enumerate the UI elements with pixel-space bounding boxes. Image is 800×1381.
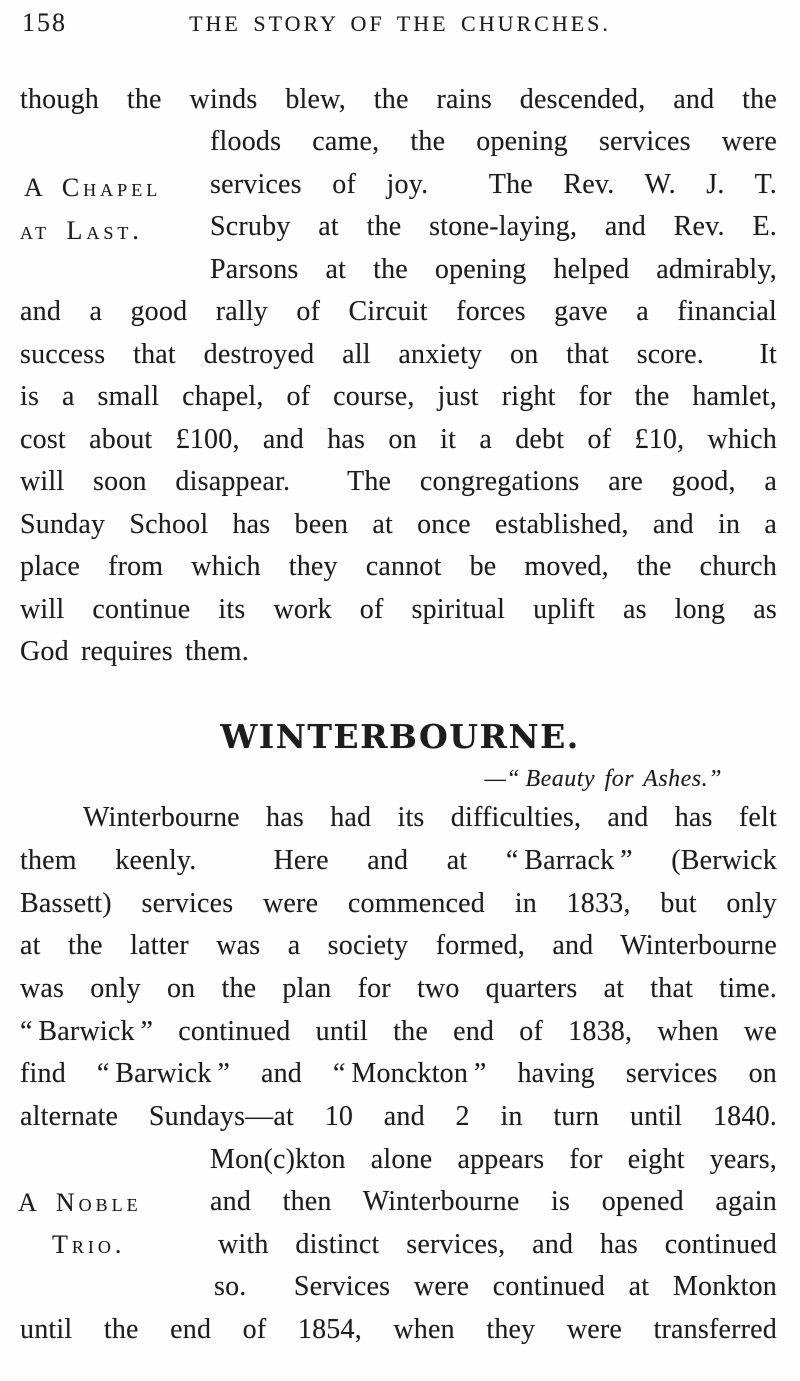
section-heading: WINTERBOURNE. — [220, 717, 580, 756]
sidenote-a-chapel-line2: at Last. — [20, 216, 143, 245]
section-epigraph: —“ Beauty for Ashes.” — [484, 766, 722, 792]
text-line: will soon disappear. The congregations are good, a — [20, 466, 777, 497]
text-line: Parsons at the opening helped admirably, — [210, 254, 777, 285]
text-line: Mon(c)kton alone appears for eight years, — [210, 1144, 777, 1175]
sidenote-a-noble-line2: Trio. — [52, 1230, 126, 1259]
text-line: success that destroyed all anxiety on that score. It — [20, 339, 777, 370]
text-line: at the latter was a society formed, and Winterbourne — [20, 930, 777, 961]
text-line: is a small chapel, of course, just right for the hamlet, — [20, 381, 777, 412]
text-line: and then Winterbourne is opened again — [210, 1186, 777, 1217]
text-line: cost about £100, and has on it a debt of £10, which — [20, 424, 777, 455]
text-line: with distinct services, and has continued — [218, 1229, 777, 1260]
text-line: Sunday School has been at once established, and in a — [20, 509, 777, 540]
running-title: THE STORY OF THE CHURCHES. — [189, 11, 611, 36]
text-line: until the end of 1854, when they were transferred — [20, 1314, 777, 1345]
sidenote-a-noble-line1: A Noble — [18, 1188, 142, 1217]
text-line: them keenly. Here and at “ Barrack ” (Berwick — [20, 845, 777, 876]
text-line: alternate Sundays—at 10 and 2 in turn until 1840. — [20, 1101, 777, 1132]
page-number: 158 — [22, 8, 67, 37]
text-line: Winterbourne has had its difficulties, and has felt — [83, 802, 777, 833]
text-line: though the winds blew, the rains descended, and the — [20, 84, 777, 115]
text-line: was only on the plan for two quarters at that time. — [20, 973, 777, 1004]
text-line: God requires them. — [20, 636, 249, 667]
text-line: services of joy. The Rev. W. J. T. — [210, 169, 777, 200]
text-line: and a good rally of Circuit forces gave a financial — [20, 296, 777, 327]
text-line: “ Barwick ” continued until the end of 1838, when we — [20, 1016, 777, 1047]
sidenote-a-chapel-line1: A Chapel — [24, 173, 162, 202]
text-line: place from which they cannot be moved, the church — [20, 551, 777, 582]
text-line: floods came, the opening services were — [210, 126, 777, 157]
text-line: so. Services were continued at Monkton — [214, 1271, 777, 1302]
text-line: Scruby at the stone-laying, and Rev. E. — [210, 211, 777, 242]
text-line: Bassett) services were commenced in 1833, but only — [20, 888, 777, 919]
text-line: find “ Barwick ” and “ Monckton ” having services on — [20, 1058, 777, 1089]
text-line: will continue its work of spiritual uplift as long as — [20, 594, 777, 625]
